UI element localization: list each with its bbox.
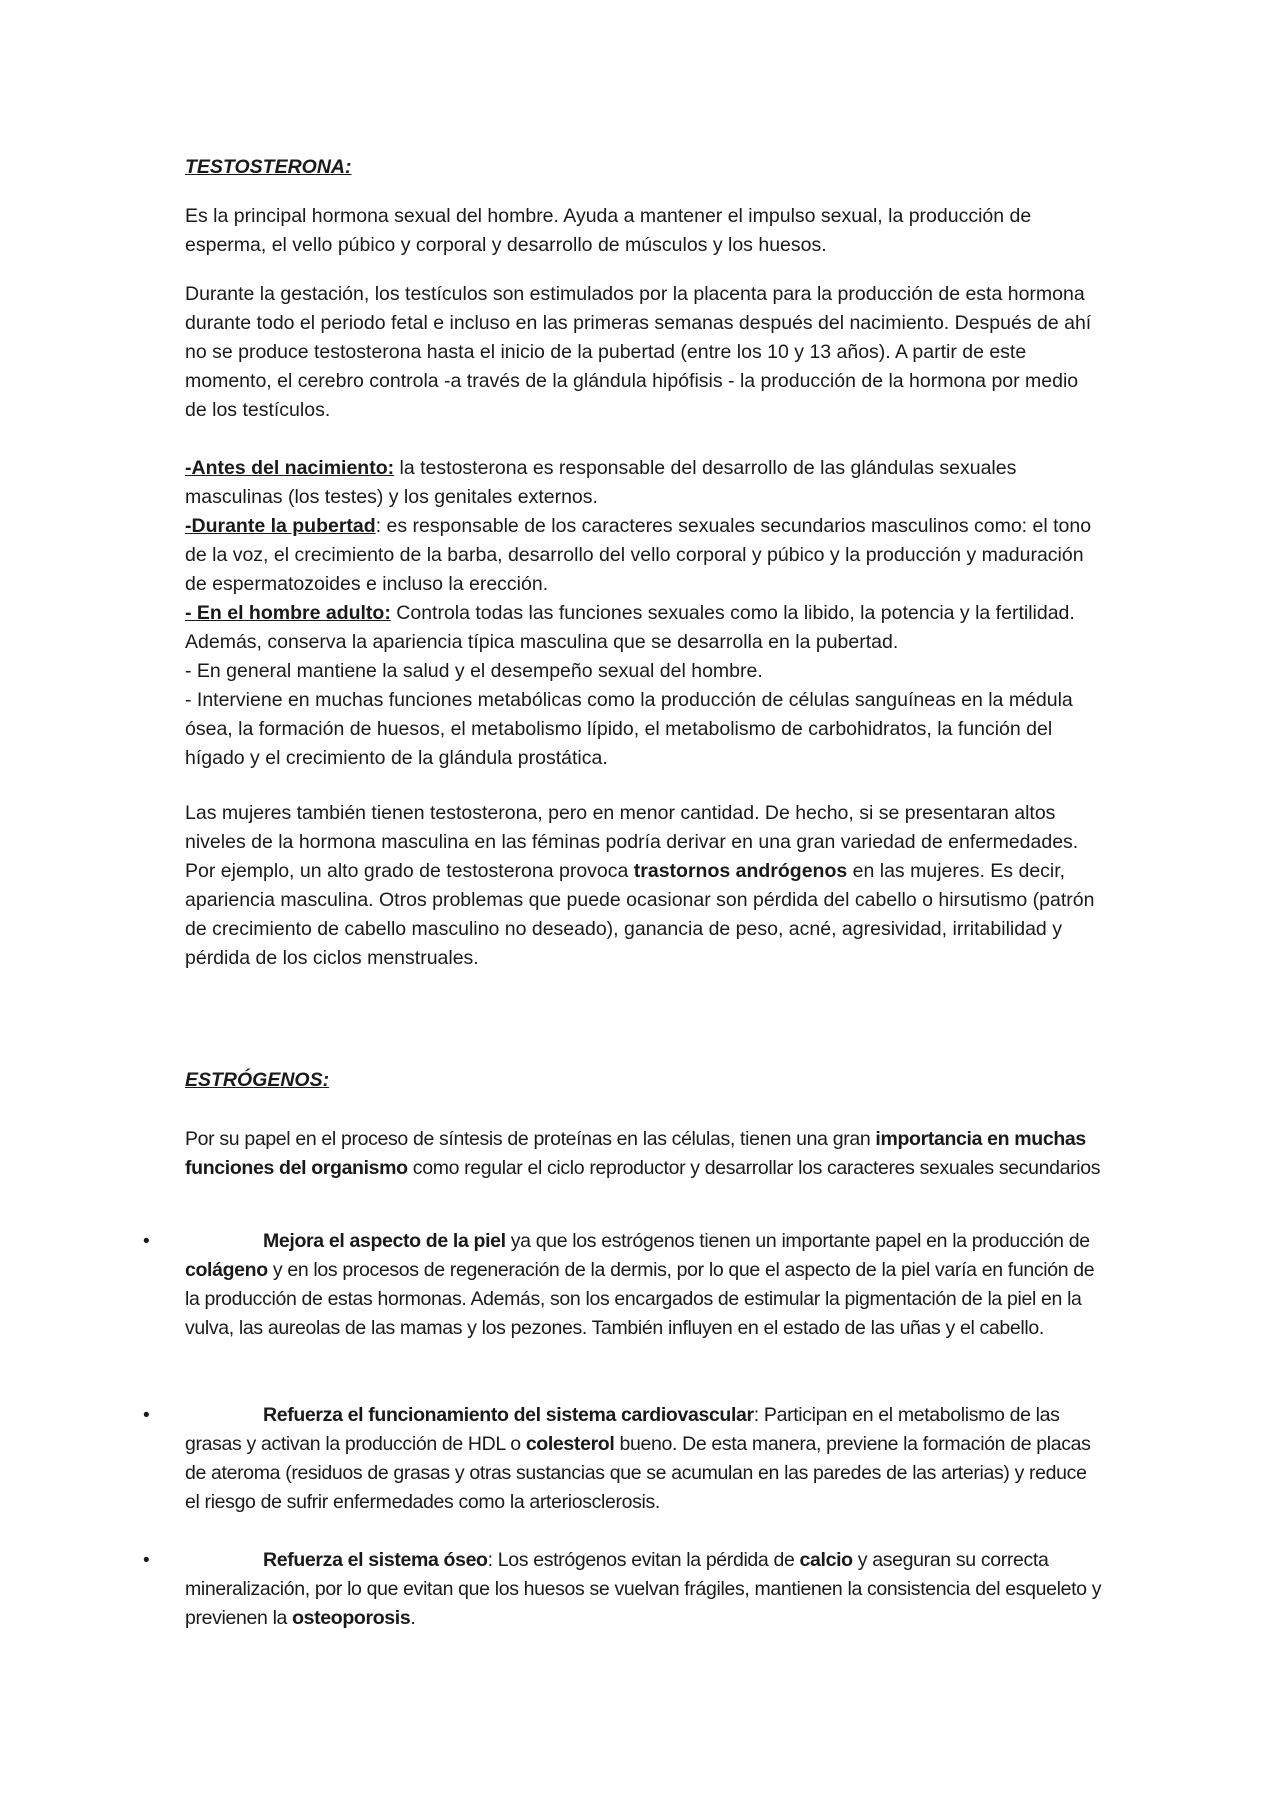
metabolicas-item: - Interviene en muchas funciones metabólicas como la producción de células sanguíneas en la médula ósea, la formación de huesos, el metabolismo lípido, el metabolismo de carbohidratos, la función del hígado y el crecimiento de la glándula prostática. [185,689,1073,769]
colageno: colágeno [185,1259,268,1281]
durante-label: -Durante la pubertad [185,515,376,537]
estrogenos-heading: ESTRÓGENOS: [185,1069,330,1091]
estrogenos-intro-paragraph [185,1125,1105,1183]
oseo-text-c: . [410,1607,416,1629]
cardio-paragraph [185,1401,1105,1517]
intro-bold: importancia en muchas funciones del organismo [185,1128,1086,1179]
bullet-piel [143,1227,1105,1343]
antes-label: -Antes del nacimiento: [185,457,395,479]
cardio-text-a: : Participan en el metabolismo de las grasas y activan la producción de HDL o [185,1404,1060,1455]
durante-text: : es responsable de los caracteres sexuales secundarios masculinos como: el tono de la voz, el crecimiento de la barba, desarrollo del vello corporal y púbico y la producción y maduración de espermatozoides e incluso la erección. [185,515,1092,595]
piel-text-b: y en los procesos de regeneración de la dermis, por lo que el aspecto de la piel varía en función de la producción de estas hormonas. Además, son los encargados de estimular la pigmentación de la piel en la vulva, las aureolas de las mamas y los pezones. También influyen en el estado de las uñas y el cabello. [185,1259,1095,1339]
antes-text: la testosterona es responsable del desarrollo de las glándulas sexuales masculinas (los testes) y los genitales externos. [185,457,1017,508]
hombre-adulto-item [185,599,1105,657]
mujeres-paragraph: Las mujeres también tienen testosterona, pero en menor cantidad. De hecho, si se presentaran altos niveles de la hormona masculina en las féminas podría derivar en una gran variedad de enfermedades. [185,802,1079,853]
oseo-title: Refuerza el sistema óseo [263,1549,488,1571]
oseo-paragraph [185,1546,1105,1633]
bullet-dot: • [143,1405,150,1426]
intro-text-a: Por su papel en el proceso de síntesis de proteínas en las células, tienen una gran [185,1128,876,1150]
bullet-oseo [143,1546,1105,1633]
ejemplo-text-a: Por ejemplo, un alto grado de testosterona provoca [185,860,634,882]
bullet-dot: • [143,1231,150,1252]
adulto-text: Controla todas las funciones sexuales como la libido, la potencia y la fertilidad. Además, conserva la apariencia típica masculina que se desarrolla en la pubertad. [185,602,1075,653]
ejemplo-text-b: en las mujeres. Es decir, apariencia masculina. Otros problemas que puede ocasionar son pérdida del cabello o hirsutismo (patrón de crecimiento de cabello masculino no deseado), ganancia de peso, acné, agresividad, irritabilidad y pérdida de los ciclos menstruales. [185,860,1095,969]
etapas-list [185,454,1105,773]
gestacion-paragraph: Durante la gestación, los testículos son estimulados por la placenta para la producción de esta hormona durante todo el periodo fetal e incluso en las primeras semanas después del nacimiento. Después de ahí no se produce testosterona hasta el inicio de la pubertad (entre los 10 y 13 años). A partir de este momento, el cerebro controla -a través de la glándula hipófisis - la producción de la hormona por medio de los testículos. [185,283,1092,421]
durante-pubertad-item [185,512,1105,599]
ejemplo-paragraph [185,857,1105,973]
bullet-cardio [143,1401,1105,1517]
oseo-text-b: y aseguran su correcta mineralización, por lo que evitan que los huesos se vuelvan frágiles, mantienen la consistencia del esqueleto y previenen la [185,1549,1102,1629]
antes-nacimiento-item [185,454,1105,512]
piel-text-a: ya que los estrógenos tienen un importante papel en la producción de [505,1230,1090,1252]
colesterol: colesterol [525,1433,615,1455]
bullet-dot: • [143,1550,150,1571]
testosterona-heading: TESTOSTERONA: [185,156,352,178]
mujeres-block [185,799,1105,973]
calcio: calcio [799,1549,853,1571]
trastornos-androgenos: trastornos andrógenos [633,860,848,882]
testosterona-intro-paragraph: Es la principal hormona sexual del hombre. Ayuda a mantener el impulso sexual, la producción de esperma, el vello púbico y corporal y desarrollo de músculos y los huesos. [185,205,1032,256]
piel-paragraph [185,1227,1105,1343]
oseo-text-a: : Los estrógenos evitan la pérdida de [487,1549,800,1571]
intro-text-b: como regular el ciclo reproductor y desarrollar los caracteres sexuales secundarios [407,1157,1101,1179]
general-item: - En general mantiene la salud y el desempeño sexual del hombre. [185,660,763,682]
osteoporosis: osteoporosis [292,1607,411,1629]
adulto-label: - En el hombre adulto: [185,602,391,624]
piel-title: Mejora el aspecto de la piel [263,1230,506,1252]
cardio-text-b: bueno. De esta manera, previene la formación de placas de ateroma (residuos de grasas y otras sustancias que se acumulan en las paredes de las arterias) y reduce el riesgo de sufrir enfermedades como la arteriosclerosis. [185,1433,1091,1513]
cardio-title: Refuerza el funcionamiento del sistema cardiovascular [263,1404,754,1426]
